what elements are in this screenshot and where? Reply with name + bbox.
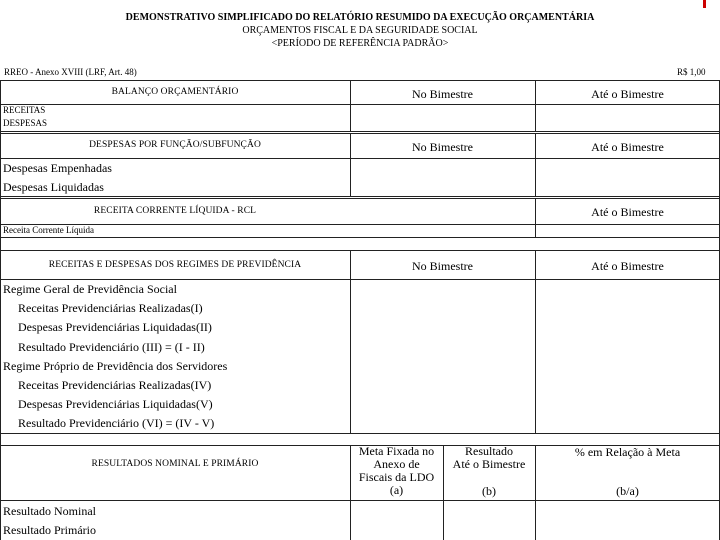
function-row-committed: Despesas Empenhadas bbox=[3, 161, 112, 175]
results-col-target-line3: Fiscais da LDO bbox=[358, 470, 435, 484]
function-col-to-date: Até o Bimestre bbox=[591, 140, 664, 154]
pension-row-general-revenues: Receitas Previdenciárias Realizadas(I) bbox=[18, 301, 203, 315]
pension-row-own-expenses: Despesas Previdenciárias Liquidadas(V) bbox=[18, 397, 213, 411]
results-col-target-line2: Anexo de bbox=[373, 457, 420, 471]
balance-row-revenues: RECEITAS bbox=[3, 105, 46, 115]
results-col-target bbox=[350, 445, 443, 497]
rcl-row: Receita Corrente Líquida bbox=[3, 225, 94, 235]
balance-section-title: BALANÇO ORÇAMENTÁRIO bbox=[111, 87, 239, 97]
results-col-percent: % em Relação à Meta bbox=[574, 445, 681, 459]
results-col-percent-code: (b/a) bbox=[616, 484, 639, 498]
pension-col-bimester: No Bimestre bbox=[412, 259, 473, 273]
balance-row-expenses: DESPESAS bbox=[3, 118, 48, 128]
report-subtitle: ORÇAMENTOS FISCAL E DA SEGURIDADE SOCIAL bbox=[242, 25, 478, 36]
report-reference: RREO - Anexo XVIII (LRF, Art. 48) bbox=[4, 67, 137, 77]
results-row-primary: Resultado Primário bbox=[3, 523, 96, 537]
report-period: <PERÍODO DE REFERÊNCIA PADRÃO> bbox=[271, 38, 449, 49]
function-section-title: DESPESAS POR FUNÇÃO/SUBFUNÇÃO bbox=[89, 140, 261, 150]
balance-col-to-date: Até o Bimestre bbox=[591, 87, 664, 101]
results-col-actual-line2: Até o Bimestre bbox=[452, 457, 526, 471]
pension-row-general-result: Resultado Previdenciário (III) = (I - II) bbox=[18, 340, 205, 354]
currency-unit: R$ 1,00 bbox=[677, 67, 706, 77]
function-col-bimester: No Bimestre bbox=[412, 140, 473, 154]
function-row-liquidated: Despesas Liquidadas bbox=[3, 180, 104, 194]
rcl-section-title: RECEITA CORRENTE LÍQUIDA - RCL bbox=[93, 206, 257, 216]
results-col-actual bbox=[443, 445, 535, 471]
pension-section-title: RECEITAS E DESPESAS DOS REGIMES DE PREVIDÊNCIA bbox=[48, 260, 302, 270]
results-col-target-code: (a) bbox=[389, 483, 404, 497]
results-row-nominal: Resultado Nominal bbox=[3, 504, 96, 518]
pension-row-own-revenues: Receitas Previdenciárias Realizadas(IV) bbox=[18, 378, 212, 392]
pension-row-own-regime: Regime Próprio de Previdência dos Servidores bbox=[3, 359, 228, 373]
corner-mark bbox=[703, 0, 706, 8]
pension-col-to-date: Até o Bimestre bbox=[591, 259, 664, 273]
report-title: DEMONSTRATIVO SIMPLIFICADO DO RELATÓRIO RESUMIDO DA EXECUÇÃO ORÇAMENTÁRIA bbox=[125, 12, 595, 23]
pension-row-own-result: Resultado Previdenciário (VI) = (IV - V) bbox=[18, 416, 215, 430]
balance-col-bimester: No Bimestre bbox=[412, 87, 473, 101]
results-section-title: RESULTADOS NOMINAL E PRIMÁRIO bbox=[91, 459, 259, 469]
results-col-target-line1: Meta Fixada no bbox=[358, 444, 435, 458]
pension-row-general-regime: Regime Geral de Previdência Social bbox=[3, 282, 177, 296]
pension-row-general-expenses: Despesas Previdenciárias Liquidadas(II) bbox=[18, 320, 212, 334]
results-col-actual-line1: Resultado bbox=[465, 444, 513, 458]
rcl-col-to-date: Até o Bimestre bbox=[591, 205, 664, 219]
results-col-actual-code: (b) bbox=[482, 484, 496, 498]
